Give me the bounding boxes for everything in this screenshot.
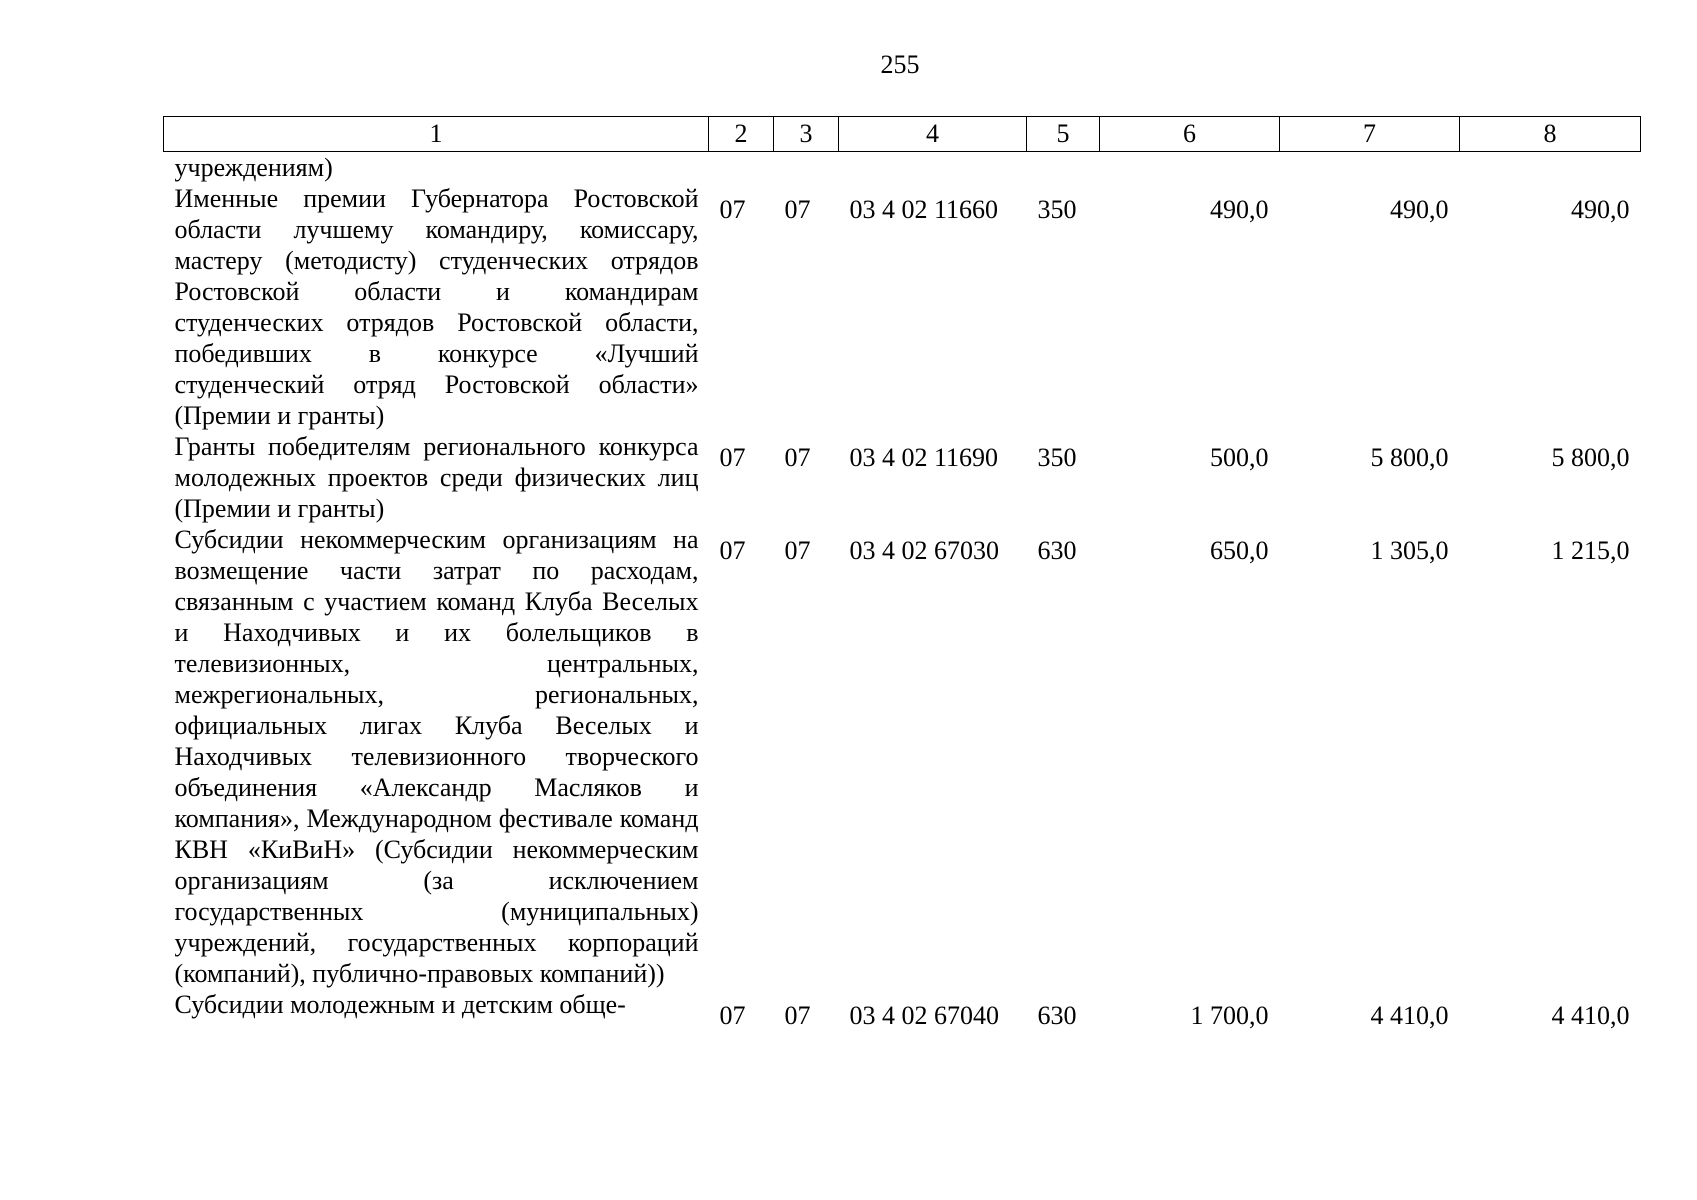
column-header-8: 8 — [1460, 117, 1641, 152]
row-csr: 03 4 02 67040 — [849, 1001, 999, 1030]
row-sum-1: 490,0 — [1210, 195, 1269, 224]
row-pr: 07 — [784, 1001, 811, 1030]
column-header-7: 7 — [1280, 117, 1460, 152]
row-rz: 07 — [719, 536, 746, 565]
row-sum-3: 4 410,0 — [1551, 1001, 1630, 1030]
row-csr: 03 4 02 11660 — [849, 195, 999, 224]
row-sum-1: 650,0 — [1210, 536, 1269, 565]
table-row — [164, 431, 1641, 524]
row-pr: 07 — [784, 443, 811, 472]
row-sum-2: 490,0 — [1390, 195, 1449, 224]
row-sum-3: 5 800,0 — [1551, 443, 1630, 472]
column-header-3: 3 — [774, 117, 839, 152]
page-number: 255 — [880, 50, 920, 79]
column-header-1: 1 — [164, 117, 709, 152]
row-name: Именные премии Губернатора Ростовской области лучшему командиру, комиссару, мастеру (методисту) студенческих отрядов Ростовской области и командирам студенческих отрядов Ростовской области, победивших в конкурсе «Лучший студенческий отряд Ростовской области» (Премии и гранты) — [174, 184, 699, 430]
row-pr: 07 — [784, 195, 811, 224]
row-name: Субсидии молодежным и детским обще- — [174, 990, 626, 1019]
row-sum-2: 5 800,0 — [1370, 443, 1449, 472]
budget-table — [163, 116, 1641, 1037]
row-rz: 07 — [719, 1001, 746, 1030]
row-pr: 07 — [784, 536, 811, 565]
row-name: Гранты победителям регионального конкурса молодежных проектов среди физических лиц (Премии и гранты) — [174, 432, 699, 523]
continuation-text: учреждениям) — [174, 153, 333, 182]
row-rz: 07 — [719, 443, 746, 472]
row-vr: 350 — [1037, 443, 1077, 472]
row-sum-3: 490,0 — [1571, 195, 1630, 224]
row-vr: 630 — [1037, 536, 1077, 565]
row-vr: 350 — [1037, 195, 1077, 224]
row-sum-2: 4 410,0 — [1370, 1001, 1449, 1030]
column-header-2: 2 — [709, 117, 774, 152]
row-rz: 07 — [719, 195, 746, 224]
row-sum-1: 500,0 — [1210, 443, 1269, 472]
column-header-6: 6 — [1100, 117, 1280, 152]
row-sum-3: 1 215,0 — [1551, 536, 1630, 565]
row-vr: 630 — [1037, 1001, 1077, 1030]
row-sum-2: 1 305,0 — [1370, 536, 1449, 565]
row-csr: 03 4 02 11690 — [849, 443, 999, 472]
table-header — [164, 117, 1641, 152]
table-row — [164, 183, 1641, 431]
table-row-continuation — [164, 152, 1641, 184]
row-name: Субсидии некоммерческим организациям на возмещение части затрат по расходам, связанным с участием команд Клуба Веселых и Находчивых и их болельщиков в телевизионных, центральных, межрегиональных, региональных, официальных лигах Клуба Веселых и Находчивых телевизионного творческого объединения «Александр Масляков и компания», Международном фестивале команд КВН «КиВиН» (Субсидии некоммерческим организациям (за исключением государственных (муниципальных) учреждений, государственных корпораций (компаний), публично-правовых компаний)) — [174, 525, 699, 988]
row-csr: 03 4 02 67030 — [849, 536, 999, 565]
column-header-5: 5 — [1027, 117, 1100, 152]
table-row — [164, 989, 1641, 1037]
column-header-4: 4 — [839, 117, 1027, 152]
table-row — [164, 524, 1641, 989]
row-sum-1: 1 700,0 — [1190, 1001, 1269, 1030]
